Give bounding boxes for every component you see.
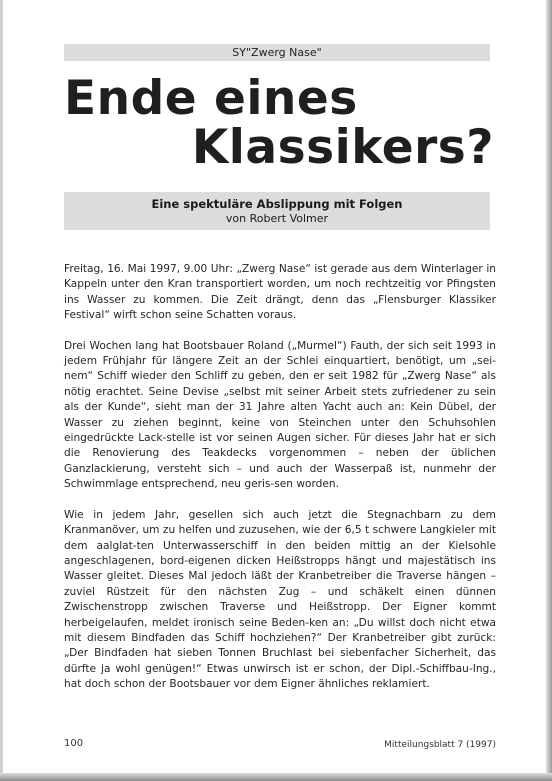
paragraph-1: Freitag, 16. Mai 1997, 9.00 Uhr: „Zwerg Nase“ ist gerade aus dem Winterlager in Kappeln unter den Kran transportiert worden, um noch rechtzeitig vor Pfingsten ins Wasser zu kommen. Die Zeit drängt, denn das „Flensburger Klassiker Festival“ wirft schon seine Schatten voraus.	[64, 263, 496, 322]
article-headline	[64, 71, 494, 175]
page-edge-left	[0, 0, 3, 781]
headline-line-1: Ende eines	[64, 71, 358, 126]
paragraph-2: Drei Wochen lang hat Bootsbauer Roland („Murmel“) Fauth, der sich seit 1993 in jedem Frühjahr für längere Zeit an der Schlei einquartiert, benötigt, um „sei-nem“ Schiff wieder den Schliff zu geben, den er seit 1982 für „Zwerg Nase“ als nötig erachtet. Seine Devise „selbst mit seiner Arbeit stets zufriedener zu sein als der Kunde“, sieht man der 31 Jahre alten Yacht auch an: Kein Dübel, der Wasser zu ziehen beginnt, keine von Steinchen unter den Schuhsohlen eingedrückte Lack-stelle ist vor seinen Augen sicher. Für dieses Jahr hat er sich die Renovierung des Teakdecks vorgenommen – neben der üblichen Ganzlackierung, versteht sich – und auch der Wasserpaß ist, nunmehr der Schwimmlage entsprechend, neu geris-sen worden.	[64, 339, 496, 491]
page-edge-shadow-right	[546, 0, 552, 781]
article-body	[64, 262, 496, 708]
section-rubric: SY"Zwerg Nase"	[64, 44, 490, 61]
article-byline: von Robert Volmer	[225, 212, 329, 225]
page-number: 100	[64, 738, 84, 749]
article-subtitle: Eine spektuläre Abslippung mit Folgen	[151, 197, 403, 211]
page-edge-shadow-bottom	[0, 773, 552, 781]
headline-line-2: Klassikers?	[191, 120, 494, 175]
subtitle-box	[64, 192, 490, 230]
publication-name: Mitteilungsblatt 7 (1997)	[384, 740, 496, 750]
paragraph-3: Wie in jedem Jahr, gesellen sich auch jetzt die Stegnachbarn zu dem Kranmanöver, um zu helfen und zuzusehen, wie der 6,5 t schwere Langkieler mit dem aalglat-ten Unterwasserschiff in den beiden mittig an der Kielsohle angeschlagenen, bord-eigenen dicken Heißstropps hängt und majestätisch ins Wasser gleitet. Dieses Mal jedoch läßt der Kranbetreiber die Traverse hängen – zuviel Rüstzeit für den nächsten Zug – und schäkelt einen dünnen Zwischenstropp zwischen Traverse und Heißstropp. Der Eigner kommt herbeigelaufen, meldet ironisch seine Beden-ken an: „Du willst doch nicht etwa mit diesem Bindfaden das Schiff hochziehen?“ Der Kranbetreiber gibt zurück: „Der Bindfaden hat sieben Tonnen Bruchlast bei siebenfacher Sicherheit, das dürfte ja wohl genügen!“ Etwas unwirsch ist er schon, der Dipl.-Schiffbau-Ing., hat doch schon der Bootsbauer vor dem Eigner ähnliches reklamiert.	[64, 508, 496, 691]
